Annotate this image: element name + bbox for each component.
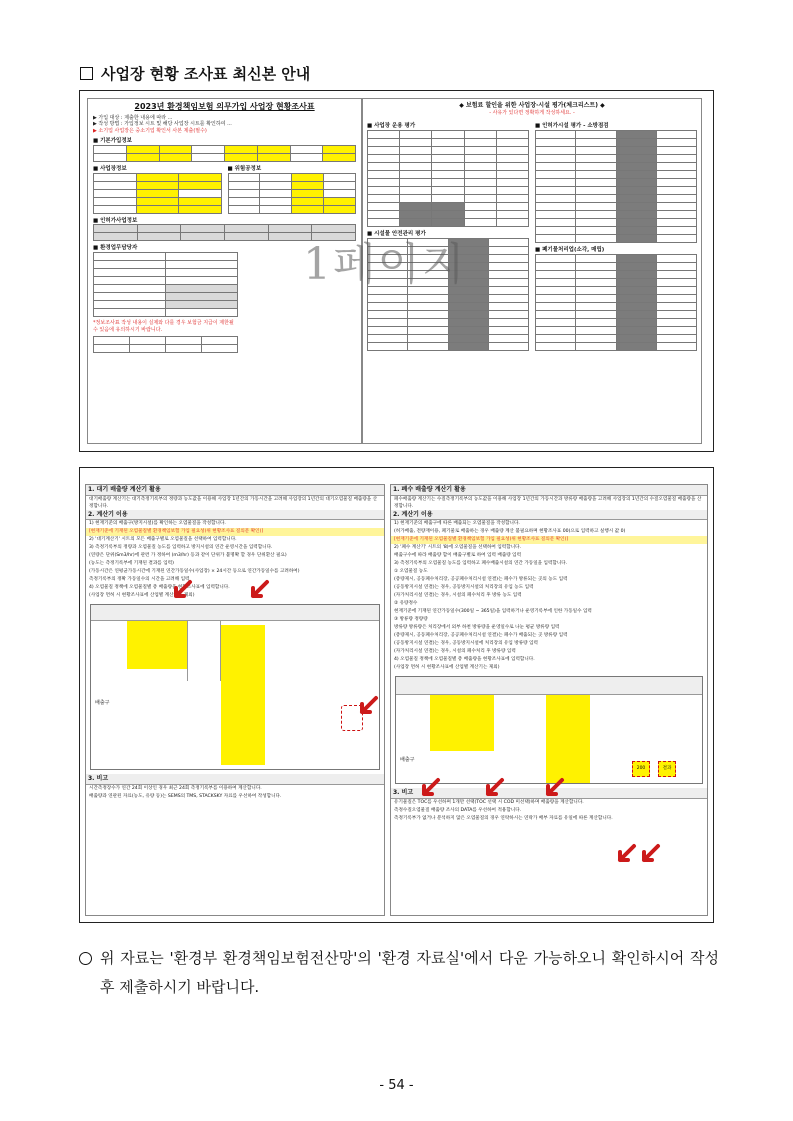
form-section-label: ■ 사업장 운용 평가 [367, 122, 416, 129]
water-calc-heading: 1. 폐수 배출량 계산기 활용 [391, 485, 707, 496]
air-calc-table [90, 604, 380, 770]
water-calc-heading: 3. 비고 [391, 788, 707, 799]
air-calc-outlet-label: 배출구 [95, 700, 110, 706]
water-calc-note: 측정기록부가 없거나 분석하지 않은 오염물질의 경우 연락하시는 연락가 배부 자료를 유일에 따른 계산합니다. [394, 815, 613, 821]
waste-facility-table [535, 254, 697, 351]
checklist-subtitle: - 사유가 있다면 정확하게 작성하세요. - [489, 109, 575, 116]
page-heading-title: 사업장 현황 조사표 최신본 안내 [101, 65, 311, 83]
form-section-label: ■ 환경업무담당자 [93, 245, 138, 252]
water-calc-step: (공동방지시설 연결)는 경우, 공동방지시설의 처리장의 유입 농도 입력 [394, 585, 534, 590]
red-arrow-icon [354, 694, 380, 720]
air-calc-step: 측정기록부의 정확 가동일수의 시간을 고려해 입력 [89, 577, 190, 582]
water-calc-table [395, 676, 703, 784]
water-calc-note: 측정수질오염물질 배출량 조사의 DATA를 우선하여 적용합니다. [394, 807, 522, 813]
form-section-label: ■ 기본가입정보 [93, 137, 132, 144]
air-calc-step: 2) '대기계산기' 시트의 모든 배출구별로 오염물질을 선택하여 입력합니다. [89, 537, 237, 542]
air-calc-heading: 2. 계산기 이용 [86, 510, 384, 521]
air-calc-step: (농도는 측정기록부에 기재된 결과를 입력) [89, 561, 174, 566]
water-calc-step: 3) 측정기록부의 오염물질 농도를 입력하고 폐수배출시설의 연간 가동일을 입력합니다. [394, 561, 568, 566]
page-heading [80, 63, 310, 84]
water-calc-outlet-label: 배출구 [400, 757, 415, 763]
form-title: 2023년 환경책임보험 의무가입 사업장 현황조사표 [134, 102, 315, 111]
air-calc-heading: 1. 대기 배출량 계산기 활용 [86, 485, 384, 496]
water-calc-note: 유기물질은 TOC를 우선하며 1개만 선택(TOC 선택 시 COD 미선택)하며 배출량을 계산합니다. [394, 799, 584, 805]
permit-facility-table [535, 130, 697, 243]
checkbox-square-icon [80, 67, 93, 80]
water-calc-result-box: 200 [632, 761, 650, 777]
page-watermark: 1페이지 [303, 239, 467, 290]
water-calc-intro: 폐수배출량 계산기는 수질측정기록부의 농도값을 이용해 사업장 1년간의 가동시간과 방류량 배출량을 고려해 사업장의 1년간의 수질오염물질 배출량을 산정합니다. [394, 496, 702, 509]
water-calc-step: (자가처리시설 연결)는 경우, 시설의 폐수처리 후 방류 농도 입력 [394, 593, 522, 598]
water-calc-step: 배출구수에 따라 배출량 합이 배출구별로 하여 입력 배출량 입력 [394, 553, 522, 558]
form-note: ▶ 작성 방법 : 가입정보 시트 및 해당 사업장 시트를 확인하여 ... [93, 121, 232, 128]
air-calc-step: 3) 측정기록부의 정량과 오염물질 농도를 입력하고 방지시설의 연간 운영시간을 입력합니다. [89, 545, 273, 550]
water-calc-step: [현재기준에 기재된 오염물질별 환경책임보험 가입 필요성(위 현황조사표 질의문 확인)] [391, 536, 707, 544]
form-note: ▶ 소기업 사업장은 중소기업 확인서 사본 제출(필수) [93, 127, 207, 134]
air-calculator-panel [85, 484, 385, 916]
signature-table [93, 336, 238, 353]
water-calc-step: 방류량 방류량은 처리장에서 외부 하천 방류량을 운영일수로 나눈 평균 방류량 입력 [394, 625, 560, 630]
form-section-label: ■ 폐기물처리업(소각, 매립) [535, 246, 605, 253]
air-calc-step: (연량은 단위(Sm3/hr)에 관련 가 정하여 (m3/hr) 등과 같이 단위가 불명확 할 경우 단위환산 필요) [89, 553, 287, 558]
form-section-label: ■ 인허가시설 평가 - 소방점검 [535, 122, 609, 129]
form-footer-note: *정보조사표 작성 내용이 실제와 다를 경우 보험금 지급이 제한될 수 있음에 유의하시기 바랍니다. [93, 320, 234, 333]
red-arrow-icon [480, 776, 506, 802]
water-calc-result-box: 결과 [658, 761, 676, 777]
red-arrow-icon [612, 842, 638, 868]
red-arrow-icon [168, 578, 194, 604]
checklist-title: ◆ 보험료 할인을 위한 사업장·시설 평가(체크리스트) ◆ [459, 102, 605, 109]
water-calc-step: 2) '폐수 계산기' 시트의 '8)에 오염물질을 선택하여 입력합니다. [394, 545, 521, 550]
water-calc-step: (자가처리시설 연결)는 경우, 시설의 폐수처리 후 방류량 입력 [394, 649, 516, 654]
water-calc-step: (공동방지시설 연결)는 경우, 공동방지시설에 처리장의 유입 방류량 입력 [394, 641, 538, 646]
air-calc-step: [현재기준에 기재된 오염물질별 환경책임보험 가입 필요성(위 현황조사표 질의문 확인)] [86, 528, 384, 536]
water-calc-heading: 2. 계산기 이용 [391, 510, 707, 521]
water-calc-step: (허가배출, 전량재이용, 폐기물로 배출하는 경우 배출량 계산 불필요하며 현황조사표 00)으로 입력하고 실행시 값 0) [394, 529, 626, 534]
red-arrow-icon [245, 578, 271, 604]
air-calc-note: 시간측정장수가 연간 24회 이상인 경우 최근 24회 측정기록부를 이용하여 계산합니다. [89, 785, 262, 791]
air-calc-intro: 대기배출량 계산기는 대기측정기록부의 정량과 농도값을 이용해 사업장 1년간의 가동시간을 고려해 사업장의 1년간의 대기오염물질 배출량을 산정합니다. [89, 496, 378, 509]
water-calc-step: (총량제시, 공동폐수처리장, 공공폐수처리시설 연결)는 폐수가 방류되는 곳의 농도 입력 [394, 577, 568, 582]
red-arrow-icon [540, 776, 566, 802]
page-number: - 54 - [379, 1078, 414, 1093]
air-calc-heading: 3. 비고 [86, 774, 384, 785]
air-calc-step: 1) 현재기준의 배출구(방지시설)를 확인하는 오염물질을 작성합니다. [89, 521, 226, 526]
env-manager-table [93, 252, 238, 317]
form-section-label: ■ 시설물 안전관리 평가 [367, 230, 426, 237]
site-info-table [93, 173, 222, 214]
air-calc-step: (가동시간은 연평균가동시간에 기재된 연간가동일수(사업장) × 24시간 등으로 연간가동일수를 고려하여) [89, 569, 300, 574]
water-calc-step: ③ 방류량 정량량 [394, 617, 428, 622]
water-calc-step: ② 유량정수 [394, 601, 418, 606]
form-section-label: ■ 인허가사업정보 [93, 217, 138, 224]
form-section-label: ■ 위험공정보 [227, 165, 262, 172]
water-calc-step: 1) 현재기준의 배출구에 따른 배출되는 오염물질을 작성합니다. [394, 521, 520, 526]
risk-process-table [228, 173, 357, 214]
water-calc-step: (사업장 면허 시 현황조사표에 산업별 계산기는 제외) [394, 665, 500, 670]
red-arrow-icon [416, 776, 442, 802]
download-note [79, 944, 719, 1002]
operation-eval-table [367, 130, 529, 227]
air-calc-note: 배출량과 연관된 자료(농도, 유량 등)는 SEMS의 TMS, STACKSKY 자료를 우선하여 작성합니다. [89, 793, 282, 799]
basic-info-table [93, 145, 356, 162]
form-note: ▶ 가입 대상 : 제출한 내용에 따라 ... [93, 115, 173, 121]
red-arrow-icon [636, 842, 662, 868]
air-calc-step: (사업장 면허 시 현황조사표에 산업별 계산기는 제외) [89, 593, 195, 598]
water-calc-step: (총량제시, 공동폐수처리장, 공공폐수처리시설 연결)는 폐수가 배출되는 곳 방류량 입력 [394, 633, 568, 638]
water-calc-step: 4) 오염물질 정책에 오염물질별 총 배출량을 현황조사표에 입력합니다. [394, 657, 535, 662]
form-section-label: ■ 사업장정보 [93, 165, 127, 172]
air-calc-step: 4) 오염물질 정책에 오염물질별 총 배출량을 현황조사표에 입력합니다. [89, 585, 230, 590]
circle-bullet-icon [79, 952, 92, 965]
water-calc-step: ① 오염물질 농도 [394, 569, 428, 574]
download-note-text: 위 자료는 '환경부 환경책임보험전산망'의 '환경 자료실'에서 다운 가능하오니 확인하시어 작성 후 제출하시기 바랍니다. [100, 949, 719, 996]
water-calc-step: 현재기준에 기재된 연간가동일수(300일 ~ 365일)을 입력하거나 운영기록부에 인한 가동일수 입력 [394, 609, 592, 614]
